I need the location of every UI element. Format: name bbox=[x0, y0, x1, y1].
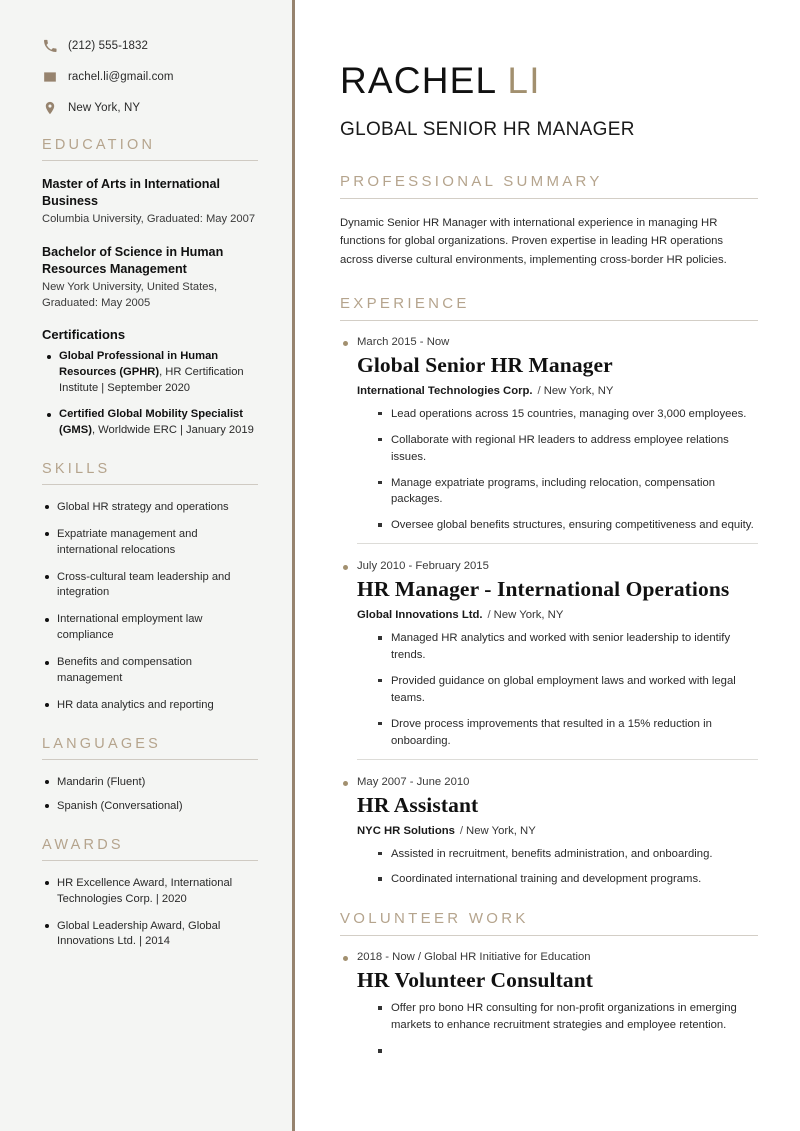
company-name: International Technologies Corp. bbox=[357, 384, 533, 397]
experience-bullets bbox=[378, 406, 758, 535]
entry-separator bbox=[357, 759, 758, 760]
phone-text: (212) 555-1832 bbox=[68, 39, 149, 52]
page-title bbox=[340, 62, 758, 99]
experience-date: March 2015 - Now bbox=[340, 336, 758, 348]
skills-heading: SKILLS bbox=[42, 460, 111, 477]
list-item: Expatriate management and international relocations bbox=[42, 527, 258, 559]
company-name: Global Innovations Ltd. bbox=[357, 609, 483, 622]
list-item bbox=[42, 349, 258, 397]
languages-list bbox=[42, 775, 258, 815]
skills-divider bbox=[42, 484, 258, 485]
list-item: Provided guidance on global employment laws and worked with legal teams. bbox=[378, 673, 758, 707]
summary-heading: PROFESSIONAL SUMMARY bbox=[340, 173, 603, 190]
awards-divider bbox=[42, 860, 258, 861]
awards-list bbox=[42, 876, 258, 951]
list-item: HR data analytics and reporting bbox=[42, 698, 258, 714]
certification-name: Global Professional in Human Resources (GPHR) bbox=[59, 350, 219, 379]
list-item: Spanish (Conversational) bbox=[42, 799, 258, 815]
list-item: Global Leadership Award, Global Innovations Ltd. | 2014 bbox=[42, 919, 258, 951]
entry-separator bbox=[357, 543, 758, 544]
languages-heading: LANGUAGES bbox=[42, 735, 162, 752]
experience-heading: EXPERIENCE bbox=[340, 294, 470, 312]
certification-detail: , Worldwide ERC | January 2019 bbox=[91, 423, 254, 436]
education-entry bbox=[42, 244, 258, 311]
education-divider bbox=[42, 160, 258, 161]
list-item: Managed HR analytics and worked with senior leadership to identify trends. bbox=[378, 630, 758, 664]
last-name: LI bbox=[507, 60, 541, 101]
company-separator: / bbox=[459, 824, 464, 837]
list-item: Cross-cultural team leadership and integration bbox=[42, 570, 258, 602]
degree-school: Columbia University, Graduated: May 2007 bbox=[42, 213, 256, 226]
main-content bbox=[295, 0, 800, 1131]
experience-bullets bbox=[378, 630, 758, 750]
contact-location bbox=[42, 100, 258, 115]
experience-entry bbox=[340, 776, 758, 889]
experience-entry bbox=[340, 560, 758, 749]
languages-divider bbox=[42, 759, 258, 760]
list-item: Mandarin (Fluent) bbox=[42, 775, 258, 791]
certifications-title: Certifications bbox=[42, 327, 126, 343]
company-location: New York, NY bbox=[493, 609, 564, 622]
list-item: International employment law compliance bbox=[42, 612, 258, 644]
company-separator: / bbox=[487, 609, 491, 622]
list-item: Assisted in recruitment, benefits administration, and onboarding. bbox=[378, 846, 758, 863]
list-item: Oversee global benefits structures, ensuring competitiveness and equity. bbox=[378, 517, 758, 534]
degree-title: Master of Arts in International Business bbox=[42, 177, 220, 208]
volunteer-role: HR Volunteer Consultant bbox=[357, 968, 594, 993]
experience-role: HR Assistant bbox=[357, 792, 479, 817]
degree-school: New York University, United States, Graduated: May 2005 bbox=[42, 281, 218, 309]
experience-date: July 2010 - February 2015 bbox=[340, 560, 758, 572]
experience-bullets bbox=[378, 846, 758, 889]
list-item: Coordinated international training and development programs. bbox=[378, 871, 758, 888]
list-item: Benefits and compensation management bbox=[42, 655, 258, 687]
list-item bbox=[42, 407, 258, 439]
sidebar bbox=[0, 0, 295, 1131]
volunteer-heading: VOLUNTEER WORK bbox=[340, 910, 529, 928]
degree-title: Bachelor of Science in Human Resources Management bbox=[42, 244, 224, 276]
contact-email bbox=[42, 69, 258, 84]
email-text: rachel.li@gmail.com bbox=[68, 70, 174, 83]
company-separator: / bbox=[537, 384, 541, 397]
company-location: New York, NY bbox=[466, 824, 536, 837]
education-heading: EDUCATION bbox=[42, 137, 156, 153]
awards-heading: AWARDS bbox=[42, 836, 124, 853]
company-location: New York, NY bbox=[543, 384, 614, 397]
volunteer-bullets bbox=[378, 1000, 758, 1034]
contact-block bbox=[42, 38, 258, 115]
list-item: Lead operations across 15 countries, managing over 3,000 employees. bbox=[378, 406, 758, 423]
volunteer-entry bbox=[340, 951, 758, 1034]
email-icon bbox=[42, 69, 57, 84]
experience-date: May 2007 - June 2010 bbox=[340, 776, 758, 788]
location-text: New York, NY bbox=[68, 101, 141, 114]
experience-role: HR Manager - International Operations bbox=[357, 577, 730, 602]
company-name: NYC HR Solutions bbox=[357, 824, 455, 837]
experience-role: Global Senior HR Manager bbox=[357, 352, 613, 377]
phone-icon bbox=[42, 38, 57, 53]
certifications-list bbox=[42, 349, 258, 439]
experience-entry bbox=[340, 336, 758, 534]
skills-list bbox=[42, 500, 258, 714]
experience-company-line bbox=[357, 825, 758, 837]
list-item: Collaborate with regional HR leaders to address employee relations issues. bbox=[378, 432, 758, 466]
certification-name: Certified Global Mobility Specialist (GMS) bbox=[59, 408, 244, 436]
summary-text: Dynamic Senior HR Manager with international experience in managing HR functions for global organizations. Proven expertise in leading HR operations across diverse cultural environments, implementing cross-border HR policies. bbox=[340, 217, 727, 266]
experience-divider bbox=[340, 320, 758, 321]
list-item: Manage expatriate programs, including relocation, compensation packages. bbox=[378, 475, 758, 509]
location-pin-icon bbox=[42, 100, 57, 115]
summary-divider bbox=[340, 198, 758, 199]
list-item: Global HR strategy and operations bbox=[42, 500, 258, 516]
contact-phone bbox=[42, 38, 258, 53]
certification-detail: , HR Certification Institute | September 2020 bbox=[59, 366, 244, 395]
experience-company-line bbox=[357, 385, 758, 397]
list-item: HR Excellence Award, International Technologies Corp. | 2020 bbox=[42, 876, 258, 908]
list-item: Drove process improvements that resulted in a 15% reduction in onboarding. bbox=[378, 716, 758, 750]
experience-company-line bbox=[357, 609, 758, 621]
volunteer-date: 2018 - Now / Global HR Initiative for Education bbox=[340, 951, 758, 963]
headline-job-title: GLOBAL SENIOR HR MANAGER bbox=[340, 119, 635, 140]
list-item: Offer pro bono HR consulting for non-profit organizations in emerging markets to enhance recruitment strategies and employee retention. bbox=[378, 1000, 758, 1034]
education-entry bbox=[42, 176, 258, 228]
volunteer-divider bbox=[340, 935, 758, 936]
first-name: RACHEL bbox=[340, 60, 496, 101]
